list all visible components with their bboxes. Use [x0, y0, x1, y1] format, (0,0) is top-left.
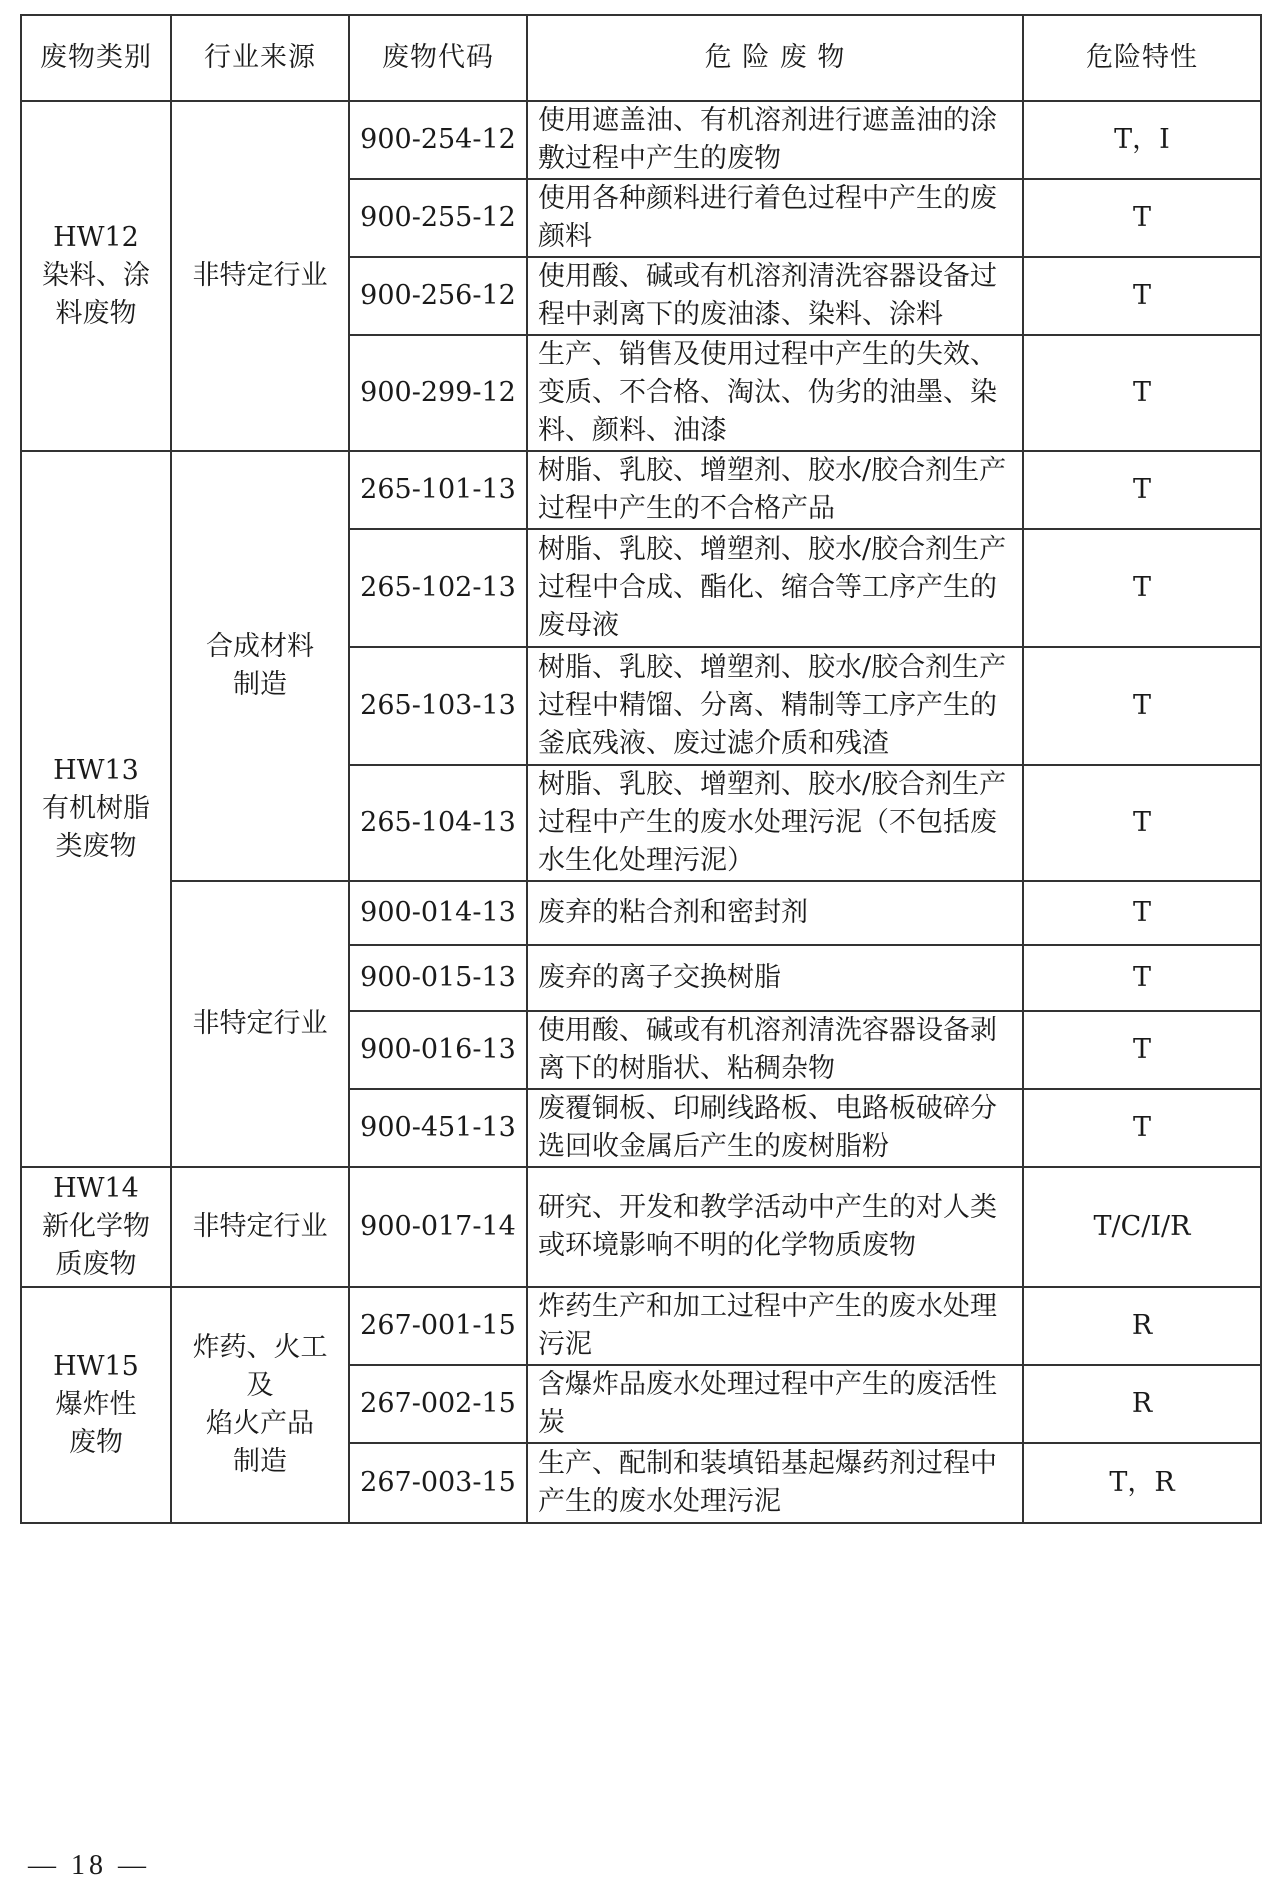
waste-description-cell: 炸药生产和加工过程中产生的废水处理污泥 — [527, 1287, 1023, 1365]
hazard-trait-cell: T — [1023, 647, 1261, 765]
hazard-trait-cell: T，I — [1023, 101, 1261, 179]
category-cell: HW13 有机树脂 类废物 — [21, 451, 171, 1167]
waste-code-cell: 267-002-15 — [349, 1365, 527, 1443]
waste-code-cell: 900-255-12 — [349, 179, 527, 257]
waste-description-cell: 研究、开发和教学活动中产生的对人类或环境影响不明的化学物质废物 — [527, 1167, 1023, 1287]
hazard-trait-cell: R — [1023, 1287, 1261, 1365]
source-cell: 非特定行业 — [171, 1167, 349, 1287]
hazard-trait-cell: T — [1023, 1089, 1261, 1167]
hazardous-waste-table — [20, 14, 1262, 1524]
source-cell: 非特定行业 — [171, 101, 349, 451]
hazard-trait-cell: T — [1023, 335, 1261, 451]
waste-description-cell: 生产、销售及使用过程中产生的失效、变质、不合格、淘汰、伪劣的油墨、染料、颜料、油漆 — [527, 335, 1023, 451]
waste-code-cell: 900-014-13 — [349, 881, 527, 945]
waste-description-cell: 使用各种颜料进行着色过程中产生的废颜料 — [527, 179, 1023, 257]
hazard-trait-cell: T — [1023, 765, 1261, 881]
waste-code-cell: 900-016-13 — [349, 1011, 527, 1089]
table-row — [21, 881, 1261, 945]
waste-code-cell: 900-015-13 — [349, 945, 527, 1011]
hazard-trait-cell: T — [1023, 945, 1261, 1011]
waste-code-cell: 265-103-13 — [349, 647, 527, 765]
waste-code-cell: 265-101-13 — [349, 451, 527, 529]
header-waste: 危 险 废 物 — [527, 15, 1023, 101]
hazard-trait-cell: T — [1023, 179, 1261, 257]
header-category: 废物类别 — [21, 15, 171, 101]
page-number: — 18 — — [28, 1850, 150, 1881]
waste-code-cell: 900-451-13 — [349, 1089, 527, 1167]
hazard-trait-cell: R — [1023, 1365, 1261, 1443]
waste-description-cell: 使用遮盖油、有机溶剂进行遮盖油的涂敷过程中产生的废物 — [527, 101, 1023, 179]
header-trait: 危险特性 — [1023, 15, 1261, 101]
waste-description-cell: 废弃的离子交换树脂 — [527, 945, 1023, 1011]
source-cell: 非特定行业 — [171, 881, 349, 1167]
table-row — [21, 451, 1261, 529]
category-cell: HW15 爆炸性 废物 — [21, 1287, 171, 1523]
table-row — [21, 1167, 1261, 1287]
waste-description-cell: 含爆炸品废水处理过程中产生的废活性炭 — [527, 1365, 1023, 1443]
waste-code-cell: 267-001-15 — [349, 1287, 527, 1365]
header-source: 行业来源 — [171, 15, 349, 101]
table-row — [21, 101, 1261, 179]
waste-description-cell: 废覆铜板、印刷线路板、电路板破碎分选回收金属后产生的废树脂粉 — [527, 1089, 1023, 1167]
waste-code-cell: 900-299-12 — [349, 335, 527, 451]
waste-description-cell: 使用酸、碱或有机溶剂清洗容器设备剥离下的树脂状、粘稠杂物 — [527, 1011, 1023, 1089]
source-cell: 炸药、火工及 焰火产品 制造 — [171, 1287, 349, 1523]
waste-description-cell: 树脂、乳胶、增塑剂、胶水/胶合剂生产过程中产生的不合格产品 — [527, 451, 1023, 529]
hazard-trait-cell: T/C/I/R — [1023, 1167, 1261, 1287]
hazard-trait-cell: T — [1023, 529, 1261, 647]
waste-code-cell: 267-003-15 — [349, 1443, 527, 1523]
waste-description-cell: 树脂、乳胶、增塑剂、胶水/胶合剂生产过程中合成、酯化、缩合等工序产生的废母液 — [527, 529, 1023, 647]
table-row — [21, 1287, 1261, 1365]
waste-description-cell: 生产、配制和装填铅基起爆药剂过程中产生的废水处理污泥 — [527, 1443, 1023, 1523]
category-cell: HW14 新化学物 质废物 — [21, 1167, 171, 1287]
hazard-trait-cell: T — [1023, 451, 1261, 529]
waste-description-cell: 树脂、乳胶、增塑剂、胶水/胶合剂生产过程中产生的废水处理污泥（不包括废水生化处理污泥） — [527, 765, 1023, 881]
waste-code-cell: 265-102-13 — [349, 529, 527, 647]
waste-code-cell: 900-017-14 — [349, 1167, 527, 1287]
hazard-trait-cell: T — [1023, 257, 1261, 335]
waste-code-cell: 265-104-13 — [349, 765, 527, 881]
hazard-trait-cell: T — [1023, 881, 1261, 945]
waste-code-cell: 900-254-12 — [349, 101, 527, 179]
hazard-trait-cell: T，R — [1023, 1443, 1261, 1523]
table-header-row — [21, 15, 1261, 101]
table-body — [21, 101, 1261, 1523]
header-code: 废物代码 — [349, 15, 527, 101]
waste-description-cell: 使用酸、碱或有机溶剂清洗容器设备过程中剥离下的废油漆、染料、涂料 — [527, 257, 1023, 335]
hazard-trait-cell: T — [1023, 1011, 1261, 1089]
category-cell: HW12 染料、涂 料废物 — [21, 101, 171, 451]
waste-description-cell: 废弃的粘合剂和密封剂 — [527, 881, 1023, 945]
waste-code-cell: 900-256-12 — [349, 257, 527, 335]
source-cell: 合成材料 制造 — [171, 451, 349, 881]
waste-description-cell: 树脂、乳胶、增塑剂、胶水/胶合剂生产过程中精馏、分离、精制等工序产生的釜底残液、废过滤介质和残渣 — [527, 647, 1023, 765]
